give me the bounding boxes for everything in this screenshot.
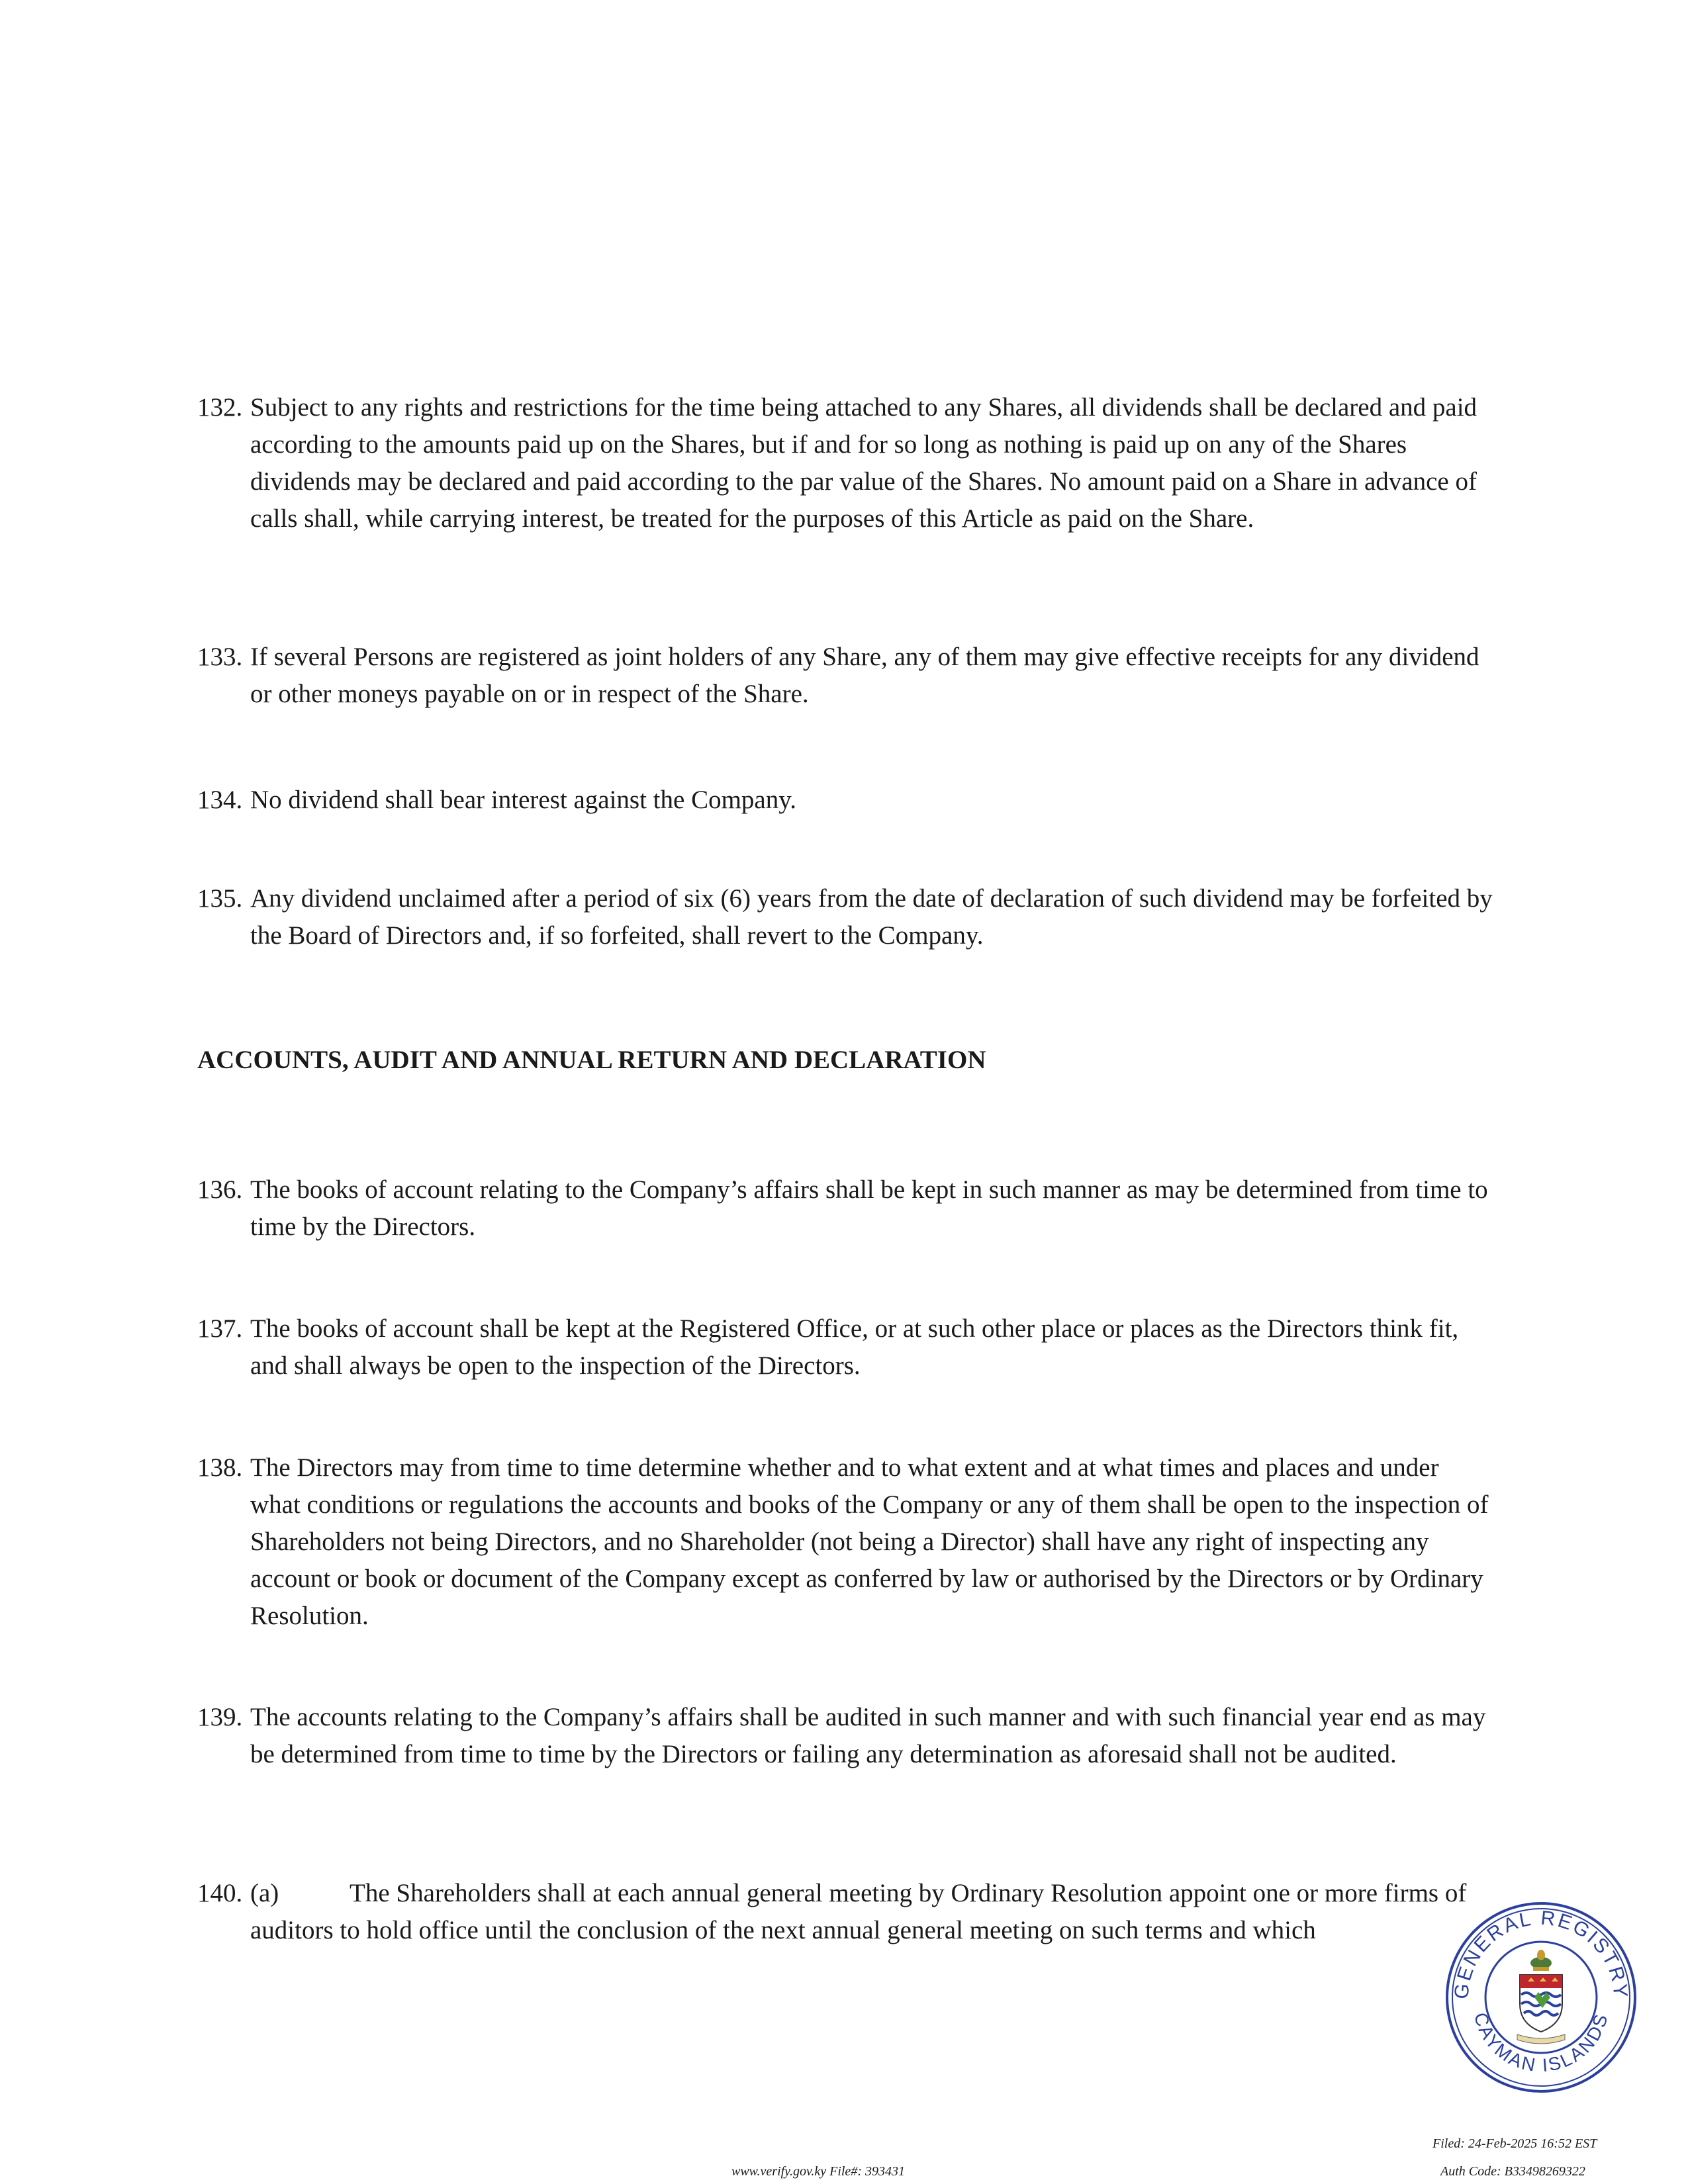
article-number: 139. (197, 1703, 243, 1731)
filed-stamp: Filed: 24-Feb-2025 16:52 EST (1432, 2136, 1597, 2151)
article-text: The books of account relating to the Company’s affairs shall be kept in such manner as may be determined from time to time by the Directors. (250, 1175, 1488, 1241)
article-138 (197, 1449, 1495, 1635)
article-number: 135. (197, 884, 243, 913)
article-text: If several Persons are registered as joint holders of any Share, any of them may give effective receipts for any dividend or other moneys payable on or in respect of the Share. (250, 643, 1479, 708)
article-text: Subject to any rights and restrictions for the time being attached to any Shares, all dividends shall be declared and paid according to the amounts paid up on the Shares, but if and for so long as nothing is paid up on any of the Shares dividends may be declared and paid according to the par value of the Shares. No amount paid on a Share in advance of calls shall, while carrying interest, be treated for the purposes of this Article as paid on the Share. (250, 393, 1477, 533)
article-number: 133. (197, 643, 243, 671)
article-134 (197, 782, 1495, 819)
article-number: 132. (197, 393, 243, 422)
article-135 (197, 880, 1495, 954)
article-text: Any dividend unclaimed after a period of six (6) years from the date of declaration of such dividend may be forfeited by the Board of Directors and, if so forfeited, shall revert to the Company. (250, 884, 1493, 950)
article-136 (197, 1171, 1495, 1246)
article-text: The Directors may from time to time determine whether and to what extent and at what times and places and under what conditions or regulations the accounts and books of the Company or any of them shall be open to the inspection of Shareholders not being Directors, and no Shareholder (not being a Director) shall have any right of inspecting any account or book or document of the Company except as conferred by law or authorised by the Directors or by Ordinary Resolution. (250, 1453, 1489, 1630)
general-registry-seal (1442, 1898, 1640, 2097)
seal-top-text: GENERAL REGISTRY (1450, 1907, 1632, 2000)
section-heading: ACCOUNTS, AUDIT AND ANNUAL RETURN AND DECLARATION (197, 1046, 986, 1074)
article-number: 137. (197, 1314, 243, 1343)
article-number: 140. (197, 1879, 243, 1907)
seal-bottom-text: CAYMAN ISLANDS (1470, 2010, 1613, 2076)
article-137 (197, 1310, 1495, 1385)
article-139 (197, 1699, 1495, 1773)
article-text: The books of account shall be kept at the Registered Office, or at such other place or places as the Directors think fit, and shall always be open to the inspection of the Directors. (250, 1314, 1459, 1380)
seal-graphic (1442, 1898, 1640, 2097)
article-text: The accounts relating to the Company’s affairs shall be audited in such manner and with such financial year end as may be determined from time to time by the Directors or failing any determination as aforesaid shall not be audited. (250, 1703, 1486, 1768)
article-132 (197, 389, 1495, 537)
article-text: No dividend shall bear interest against the Company. (250, 786, 796, 814)
article-140 (197, 1875, 1495, 1949)
article-number: 134. (197, 786, 243, 814)
article-number: 136. (197, 1175, 243, 1204)
article-text (250, 1875, 1495, 1949)
article-133 (197, 639, 1495, 713)
subclause-label: (a) (250, 1879, 279, 1907)
article-number: 138. (197, 1453, 243, 1482)
auth-code: Auth Code: B33498269322 (1440, 2164, 1585, 2179)
verify-file-number: www.verify.gov.ky File#: 393431 (731, 2164, 905, 2179)
subclause-text: The Shareholders shall at each annual general meeting by Ordinary Resolution appoint one or more firms of auditors to hold office until the conclusion of the next annual general meeting on such terms and which (250, 1879, 1467, 1944)
